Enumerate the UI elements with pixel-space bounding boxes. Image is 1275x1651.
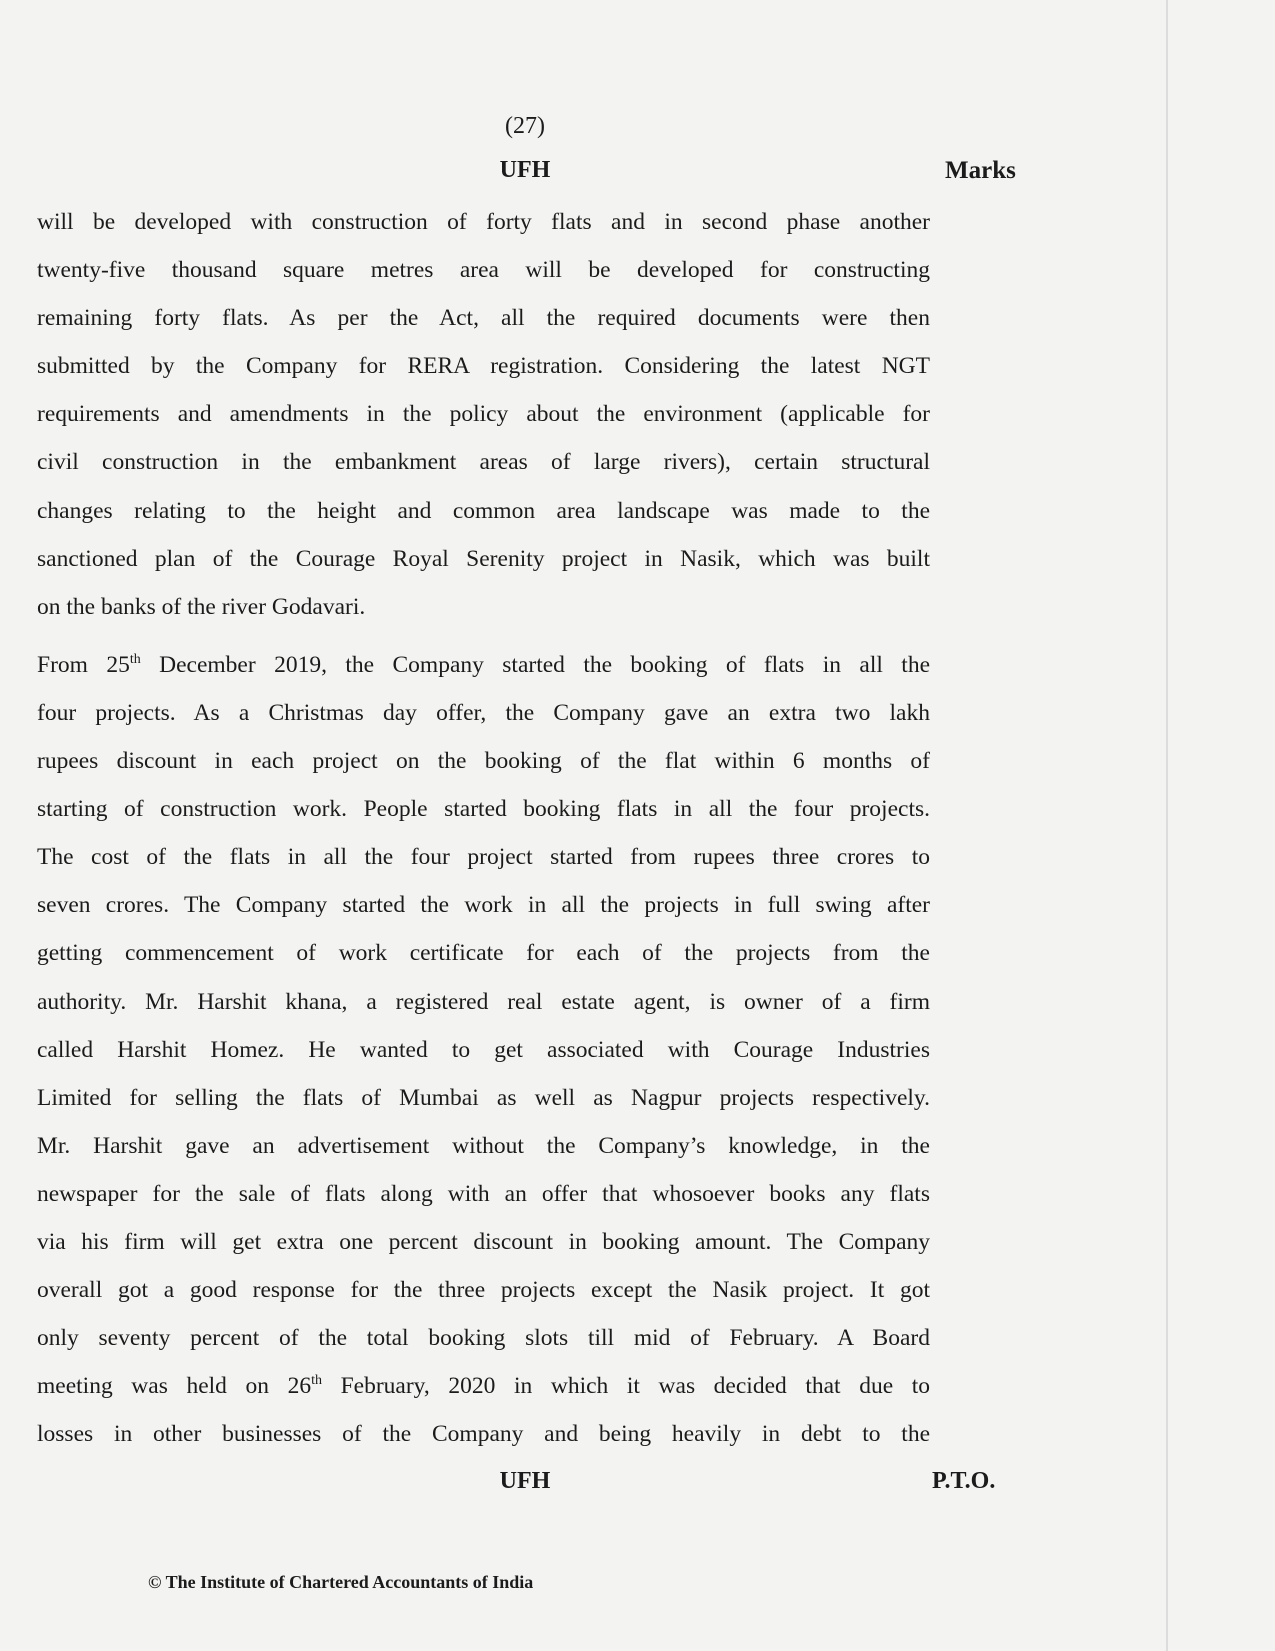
text-line: will be developed with construction of forty flats and in second phase another bbox=[37, 209, 930, 235]
text-line: newspaper for the sale of flats along with an offer that whosoever books any flats bbox=[37, 1180, 930, 1207]
text-line: overall got a good response for the three projects except the Nasik project. It got bbox=[37, 1277, 930, 1304]
text-line bbox=[37, 1362, 930, 1410]
superscript: th bbox=[129, 652, 141, 668]
text-fragment: From 25 bbox=[37, 651, 130, 678]
text-fragment: meeting was held on 26 bbox=[37, 1373, 312, 1400]
text-line: rupees discount in each project on the booking of the flat within 6 months of bbox=[37, 748, 930, 775]
text-line: Limited for selling the flats of Mumbai as well as Nagpur projects respectively. bbox=[37, 1084, 930, 1111]
text-line: requirements and amendments in the policy about the environment (applicable for bbox=[37, 401, 930, 428]
text-line: called Harshit Homez. He wanted to get associated with Courage Industries bbox=[37, 1036, 930, 1063]
paper-code-footer: UFH bbox=[499, 1468, 551, 1494]
text-line: getting commencement of work certificate for each of the projects from the bbox=[37, 940, 930, 967]
page-number: (27) bbox=[505, 113, 545, 139]
text-line: seven crores. The Company started the work in all the projects in full swing after bbox=[37, 892, 930, 919]
text-line: submitted by the Company for RERA registration. Considering the latest NGT bbox=[37, 353, 930, 380]
paper-code-header: UFH bbox=[499, 157, 551, 183]
text-fragment: February, 2020 in which it was decided that due to bbox=[322, 1373, 930, 1400]
text-line: Mr. Harshit gave an advertisement without the Company’s knowledge, in the bbox=[37, 1132, 930, 1159]
text-line: authority. Mr. Harshit khana, a registered real estate agent, is owner of a firm bbox=[37, 988, 930, 1015]
text-line: civil construction in the embankment areas of large rivers), certain structural bbox=[37, 449, 930, 476]
pto-label: P.T.O. bbox=[932, 1468, 996, 1494]
text-line: on the banks of the river Godavari. bbox=[37, 593, 366, 620]
text-line: four projects. As a Christmas day offer, the Company gave an extra two lakh bbox=[37, 699, 930, 726]
text-line: starting of construction work. People started booking flats in all the four projects. bbox=[37, 796, 930, 823]
paragraph-1 bbox=[37, 198, 930, 631]
superscript: th bbox=[311, 1373, 322, 1389]
text-line: The cost of the flats in all the four project started from rupees three crores to bbox=[37, 844, 930, 871]
text-line: via his firm will get extra one percent discount in booking amount. The Company bbox=[37, 1228, 930, 1255]
text-line: only seventy percent of the total booking slots till mid of February. A Board bbox=[37, 1325, 930, 1352]
text-line: changes relating to the height and common area landscape was made to the bbox=[37, 497, 930, 524]
text-line: sanctioned plan of the Courage Royal Serenity project in Nasik, which was built bbox=[37, 545, 930, 572]
text-fragment: December 2019, the Company started the booking of flats in all the bbox=[140, 651, 931, 678]
marks-label: Marks bbox=[945, 157, 1016, 184]
text-line: remaining forty flats. As per the Act, all the required documents were then bbox=[37, 305, 930, 332]
text-line bbox=[37, 641, 930, 689]
body-text bbox=[37, 198, 930, 1458]
paragraph-2 bbox=[37, 641, 930, 1459]
page-edge-shadow bbox=[1166, 0, 1168, 1651]
copyright-notice: © The Institute of Chartered Accountants of India bbox=[148, 1572, 534, 1592]
text-line: losses in other businesses of the Company and being heavily in debt to the bbox=[37, 1421, 930, 1448]
text-line: twenty-five thousand square metres area will be developed for constructing bbox=[37, 257, 930, 284]
